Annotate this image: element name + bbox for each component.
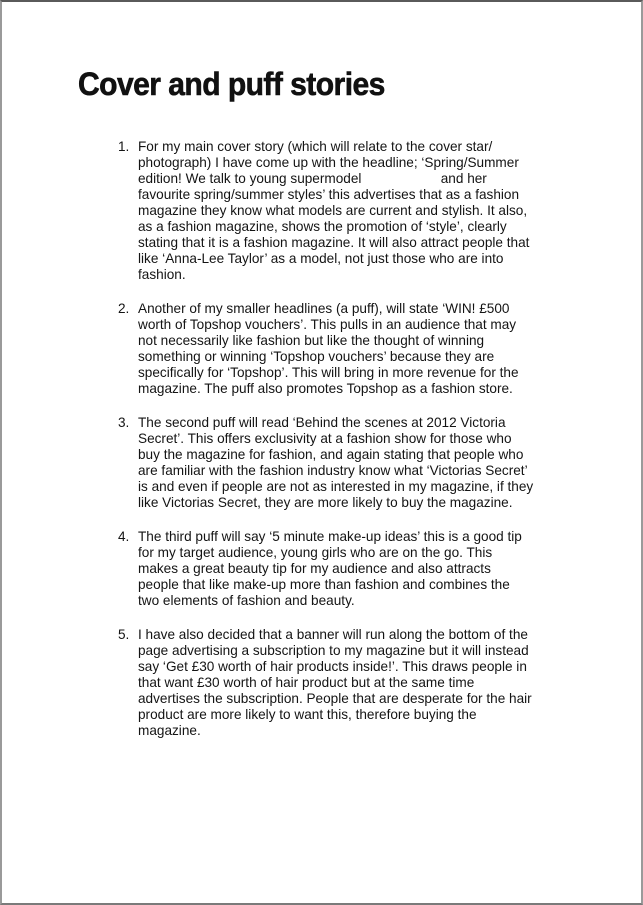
- text-line: fashion.: [138, 267, 186, 282]
- story-paragraph: [138, 415, 548, 511]
- text-line: For my main cover story (which will relate to the cover star/: [138, 139, 493, 154]
- list-item: [118, 415, 548, 511]
- text-line: magazine.: [138, 723, 201, 738]
- text-line: product are more likely to want this, therefore buying the: [138, 707, 477, 722]
- text-line: say ‘Get £30 worth of hair products inside!’. This draws people in: [138, 659, 527, 674]
- list-item: [118, 627, 548, 739]
- text-line: stating that it is a fashion magazine. It will also attract people that: [138, 235, 530, 250]
- text-line: photograph) I have come up with the headline; ‘Spring/Summer: [138, 155, 519, 170]
- text-line: two elements of fashion and beauty.: [138, 593, 355, 608]
- text-line: advertises the subscription. People that are desperate for the hair: [138, 691, 532, 706]
- text-line: as a fashion magazine, shows the promotion of ‘style’, clearly: [138, 219, 507, 234]
- story-paragraph: [138, 139, 548, 283]
- text-line: Another of my smaller headlines (a puff), will state ‘WIN! £500: [138, 301, 510, 316]
- list-item: [118, 301, 548, 397]
- text-line: edition! We talk to young supermodel and her: [138, 171, 487, 186]
- page-title: Cover and puff stories: [78, 66, 385, 102]
- story-paragraph: [138, 529, 548, 609]
- text-line: buy the magazine for fashion, and again stating that people who: [138, 447, 524, 462]
- list-number: 1.: [118, 139, 130, 154]
- list-item: [118, 139, 548, 283]
- list-number: 3.: [118, 415, 130, 430]
- story-paragraph: [138, 627, 548, 739]
- text-line: The third puff will say ‘5 minute make-up ideas’ this is a good tip: [138, 529, 522, 544]
- text-line: page advertising a subscription to my magazine but it will instead: [138, 643, 529, 658]
- text-line: that want £30 worth of hair product but at the same time: [138, 675, 475, 690]
- text-line: people that like make-up more than fashion and combines the: [138, 577, 510, 592]
- text-line: magazine they know what models are current and stylish. It also,: [138, 203, 528, 218]
- text-line: makes a great beauty tip for my audience and also attracts: [138, 561, 491, 576]
- list-number: 5.: [118, 627, 130, 642]
- list-number: 4.: [118, 529, 130, 544]
- text-line: are familiar with the fashion industry know what ‘Victorias Secret’: [138, 463, 528, 478]
- text-line: I have also decided that a banner will run along the bottom of the: [138, 627, 528, 642]
- list-number: 2.: [118, 301, 130, 316]
- text-line: like ‘Anna-Lee Taylor’ as a model, not just those who are into: [138, 251, 504, 266]
- list-item: [118, 529, 548, 609]
- text-line: magazine. The puff also promotes Topshop as a fashion store.: [138, 381, 513, 396]
- text-line: favourite spring/summer styles’ this advertises that as a fashion: [138, 187, 520, 202]
- text-line: worth of Topshop vouchers’. This pulls in an audience that may: [138, 317, 517, 332]
- text-line: for my target audience, young girls who are on the go. This: [138, 545, 493, 560]
- story-list: [118, 139, 548, 757]
- text-line: Secret’. This offers exclusivity at a fashion show for those who: [138, 431, 512, 446]
- text-line: not necessarily like fashion but like the thought of winning: [138, 333, 485, 348]
- text-line: something or winning ‘Topshop vouchers’ because they are: [138, 349, 495, 364]
- text-line: is and even if people are not as interested in my magazine, if they: [138, 479, 534, 494]
- text-line: specifically for ‘Topshop’. This will bring in more revenue for the: [138, 365, 519, 380]
- text-line: The second puff will read ‘Behind the scenes at 2012 Victoria: [138, 415, 506, 430]
- text-line: like Victorias Secret, they are more likely to buy the magazine.: [138, 495, 513, 510]
- story-paragraph: [138, 301, 548, 397]
